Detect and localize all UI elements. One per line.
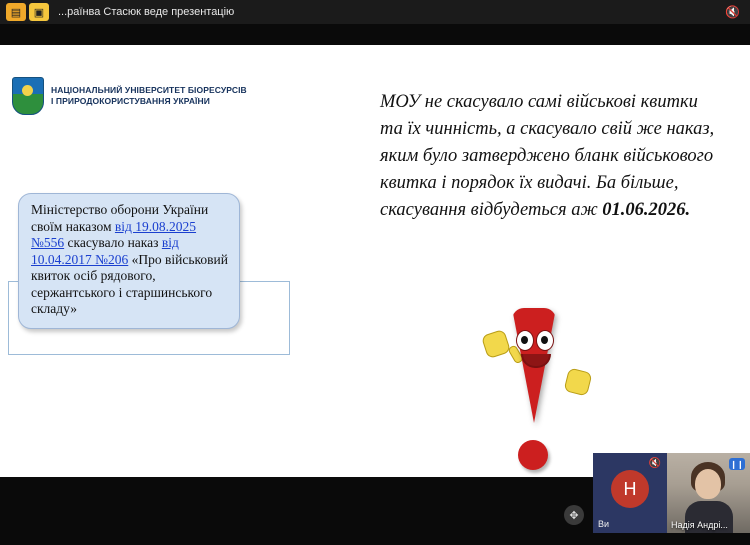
callout-text [31,202,229,318]
slide-paragraph-text: МОУ не скасувало самі військові квитки та їх чинність, а скасувало свій же наказ, яким було затверджено бланк військового квитка і порядок їх видачі. Ба більше, скасування відбудеться аж [380,92,715,220]
university-crest-icon [12,77,44,115]
self-name-label: Ви [598,519,610,529]
callout-link-order-206[interactable]: від 10.04.2017 №206 [31,235,179,267]
university-name-line2: І ПРИРОДОКОРИСТУВАННЯ УКРАЇНИ [51,96,210,106]
presentation-status-label: ...раїнва Стасюк веде презентацію [58,6,235,18]
university-logo [12,77,247,115]
speaker-name-label: Надія Андрі... [671,520,728,530]
callout-text-part3: «Про військовий квиток осіб рядового, сержантського і старшинського складу» [31,251,228,316]
callout-link-order-556[interactable]: від 19.08.2025 №556 [31,218,197,250]
window-icon[interactable]: ▣ [29,3,49,21]
callout-text-part2: скасувало наказ [64,235,162,250]
presentation-icon[interactable]: ▤ [6,3,26,21]
self-mic-off-icon[interactable]: 🔇 [648,458,661,469]
signal-icon: ❙❙ [730,459,744,469]
callout-box [18,193,240,329]
mascot-left-hand-icon [481,329,511,359]
mascot-left-eye [516,330,534,351]
slide-canvas [0,45,750,477]
top-bar-left-group [0,3,234,21]
mascot-dot [518,440,548,470]
callout-text-part1: Міністерство оборони України своїм наказом [31,202,209,234]
mascot-right-eye [536,330,554,351]
speaker-head [695,469,721,499]
participant-tile-self[interactable] [593,453,667,533]
fit-to-screen-icon[interactable]: ✥ [564,505,584,525]
presentation-stage [0,24,750,530]
mic-off-icon[interactable]: 🔇 [725,5,740,19]
slide-paragraph-date: 01.06.2026. [602,200,691,220]
university-name-line1: НАЦІОНАЛЬНИЙ УНІВЕРСИТЕТ БІОРЕСУРСІВ [51,85,247,95]
avatar: Н [611,470,649,508]
slide-paragraph [380,89,720,224]
mascot-right-hand-icon [563,367,592,396]
top-bar-right-group [725,0,740,24]
participant-tile-speaker[interactable] [667,453,750,533]
university-logo-text [51,85,247,107]
top-bar [0,0,750,24]
